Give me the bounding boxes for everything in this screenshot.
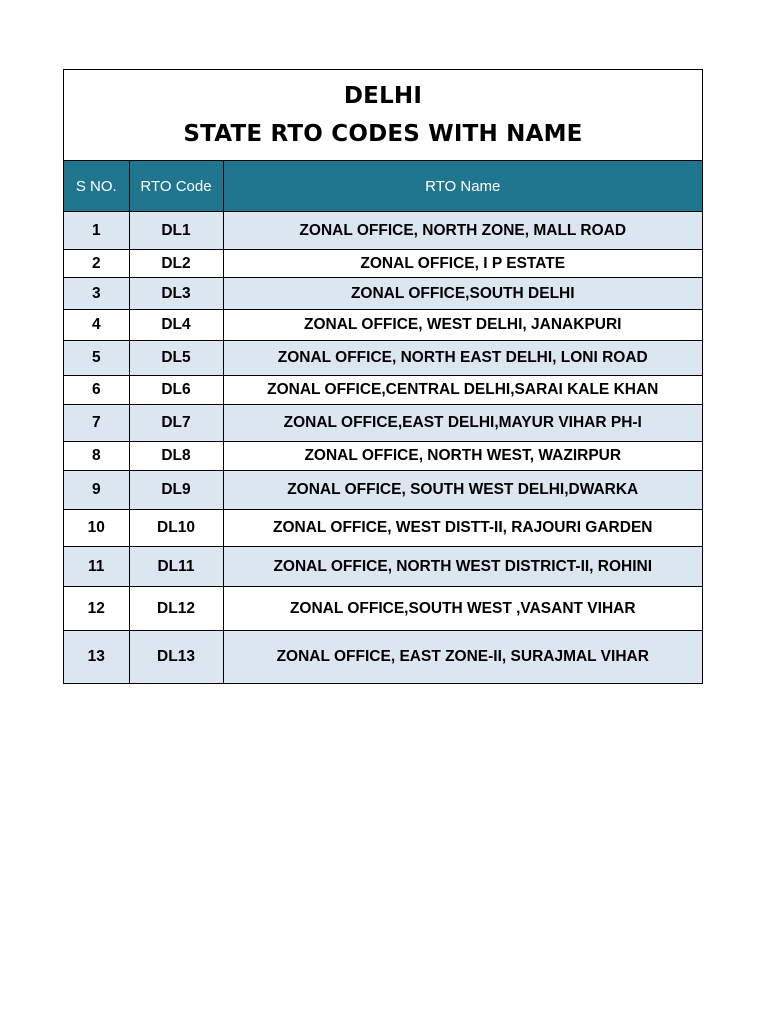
- cell-rto-code: DL3: [129, 278, 223, 310]
- cell-rto-code: DL12: [129, 587, 223, 631]
- column-header-rto-code: RTO Code: [129, 161, 223, 212]
- cell-sno: 4: [64, 310, 129, 341]
- cell-sno: 8: [64, 442, 129, 471]
- cell-sno: 12: [64, 587, 129, 631]
- table-row: [64, 587, 702, 631]
- cell-sno: 11: [64, 547, 129, 587]
- table-header-row: [64, 161, 702, 212]
- cell-rto-name: ZONAL OFFICE, WEST DISTT-II, RAJOURI GARDEN: [223, 510, 702, 547]
- cell-rto-code: DL1: [129, 212, 223, 250]
- cell-sno: 5: [64, 341, 129, 376]
- cell-sno: 6: [64, 376, 129, 405]
- cell-rto-name: ZONAL OFFICE,EAST DELHI,MAYUR VIHAR PH-I: [223, 405, 702, 442]
- table-row: [64, 278, 702, 310]
- table-row: [64, 510, 702, 547]
- table-row: [64, 341, 702, 376]
- column-header-rto-name: RTO Name: [223, 161, 702, 212]
- cell-sno: 1: [64, 212, 129, 250]
- cell-rto-code: DL4: [129, 310, 223, 341]
- cell-rto-name: ZONAL OFFICE, I P ESTATE: [223, 250, 702, 278]
- cell-rto-code: DL8: [129, 442, 223, 471]
- table-row: [64, 250, 702, 278]
- table-row: [64, 212, 702, 250]
- cell-rto-code: DL7: [129, 405, 223, 442]
- table-row: [64, 376, 702, 405]
- cell-rto-code: DL6: [129, 376, 223, 405]
- cell-rto-code: DL13: [129, 631, 223, 683]
- cell-rto-name: ZONAL OFFICE, EAST ZONE-II, SURAJMAL VIHAR: [223, 631, 702, 683]
- cell-sno: 10: [64, 510, 129, 547]
- rto-table-sheet: [63, 69, 703, 684]
- table-row: [64, 631, 702, 683]
- title-state: DELHI: [343, 83, 423, 109]
- table-row: [64, 310, 702, 341]
- cell-rto-code: DL5: [129, 341, 223, 376]
- cell-rto-code: DL10: [129, 510, 223, 547]
- column-header-sno: S NO.: [64, 161, 129, 212]
- table-row: [64, 442, 702, 471]
- cell-rto-name: ZONAL OFFICE, SOUTH WEST DELHI,DWARKA: [223, 471, 702, 510]
- cell-rto-name: ZONAL OFFICE, NORTH EAST DELHI, LONI ROAD: [223, 341, 702, 376]
- cell-rto-code: DL2: [129, 250, 223, 278]
- cell-rto-name: ZONAL OFFICE, NORTH WEST, WAZIRPUR: [223, 442, 702, 471]
- cell-rto-code: DL11: [129, 547, 223, 587]
- cell-sno: 3: [64, 278, 129, 310]
- cell-sno: 13: [64, 631, 129, 683]
- title-block: [64, 70, 702, 161]
- cell-rto-name: ZONAL OFFICE,CENTRAL DELHI,SARAI KALE KHAN: [223, 376, 702, 405]
- cell-rto-name: ZONAL OFFICE,SOUTH DELHI: [223, 278, 702, 310]
- table-row: [64, 405, 702, 442]
- cell-rto-code: DL9: [129, 471, 223, 510]
- table-row: [64, 547, 702, 587]
- cell-rto-name: ZONAL OFFICE, WEST DELHI, JANAKPURI: [223, 310, 702, 341]
- cell-rto-name: ZONAL OFFICE, NORTH WEST DISTRICT-II, ROHINI: [223, 547, 702, 587]
- cell-sno: 7: [64, 405, 129, 442]
- title-subtitle: STATE RTO CODES WITH NAME: [183, 121, 583, 147]
- cell-rto-name: ZONAL OFFICE,SOUTH WEST ,VASANT VIHAR: [223, 587, 702, 631]
- cell-sno: 9: [64, 471, 129, 510]
- rto-codes-table: [64, 161, 702, 683]
- cell-rto-name: ZONAL OFFICE, NORTH ZONE, MALL ROAD: [223, 212, 702, 250]
- table-row: [64, 471, 702, 510]
- cell-sno: 2: [64, 250, 129, 278]
